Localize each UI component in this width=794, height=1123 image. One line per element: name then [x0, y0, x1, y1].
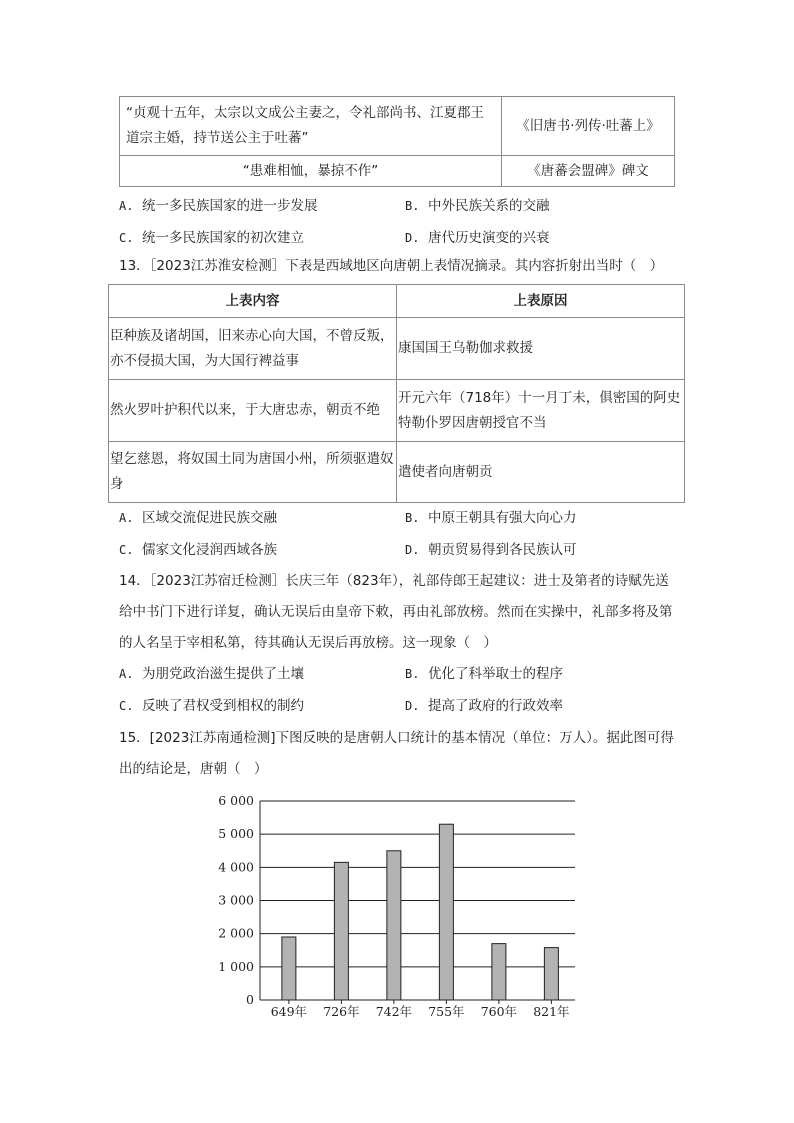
x-tick-label: 821年 [533, 1004, 570, 1019]
q14-option-c [119, 697, 304, 715]
option-letter: A. [119, 667, 134, 681]
option-text: 反映了君权受到相权的制约 [142, 698, 305, 714]
option-letter: D. [405, 231, 420, 245]
q13-option-a [119, 509, 277, 527]
y-tick-label: 2 000 [218, 925, 254, 941]
y-tick-label: 0 [246, 992, 254, 1007]
option-letter: B. [405, 511, 420, 525]
q12-row2-text: “患难相恤，暴掠不作” [120, 156, 502, 187]
option-letter: B. [405, 199, 420, 213]
x-tick-label: 649年 [270, 1004, 308, 1019]
table-row [109, 442, 685, 503]
option-letter: A. [119, 199, 134, 213]
option-text: 中外民族关系的交融 [428, 198, 550, 214]
bar [492, 944, 506, 1000]
option-text: 为朋党政治滋生提供了土壤 [142, 666, 305, 682]
y-tick-label: 6 000 [218, 793, 254, 808]
x-tick-label: 760年 [480, 1004, 518, 1019]
q12-option-b [405, 197, 550, 215]
option-text: 中原王朝具有强大向心力 [428, 510, 577, 526]
bar [334, 862, 348, 1000]
table-row [120, 97, 675, 156]
q13-header-content: 上表内容 [109, 285, 397, 318]
q13-stem: 13．［2023江苏淮安检测］下表是西域地区向唐朝上表情况摘录。其内容折射出当时（ ） [119, 258, 664, 274]
option-letter: B. [405, 667, 420, 681]
option-text: 提高了政府的行政效率 [428, 698, 564, 714]
q13-cell: 遣使者向唐朝贡 [397, 442, 685, 503]
q13-cell: 臣种族及诸胡国，旧来赤心向大国，不曾反叛，亦不侵损大国，为大国行裨益事 [109, 318, 397, 380]
q12-option-d [405, 229, 550, 247]
q12-option-c [119, 229, 304, 247]
option-text: 优化了科举取士的程序 [428, 666, 564, 682]
q12-row2-source: 《唐蕃会盟碑》碑文 [502, 156, 675, 187]
q12-row1-text: “贞观十五年，太宗以文成公主妻之，令礼部尚书、江夏郡王道宗主婚，持节送公主于吐蕃” [120, 97, 502, 156]
y-tick-label: 1 000 [218, 958, 254, 974]
x-tick-label: 726年 [323, 1004, 360, 1019]
option-letter: D. [405, 543, 420, 557]
option-letter: C. [119, 543, 134, 557]
q12-source-table [119, 96, 675, 187]
bar [282, 937, 296, 1000]
q13-table [108, 284, 685, 503]
y-tick-label: 5 000 [218, 826, 254, 842]
option-letter: C. [119, 231, 134, 245]
q13-cell: 开元六年（718年）十一月丁未，俱密国的阿史特勒仆罗因唐朝授官不当 [397, 380, 685, 442]
q13-cell: 康国国王乌勒伽求救援 [397, 318, 685, 380]
x-tick-label: 755年 [428, 1004, 465, 1019]
table-row [109, 380, 685, 442]
q12-row1-source: 《旧唐书·列传·吐蕃上》 [502, 97, 675, 156]
bar [544, 948, 558, 1000]
option-text: 儒家文化浸润西域各族 [142, 542, 278, 558]
q13-option-b [405, 509, 577, 527]
q13-cell: 望乞慈恩，将奴国土同为唐国小州，所须驱遣奴身 [109, 442, 397, 503]
table-row [109, 318, 685, 380]
table-row [120, 156, 675, 187]
q14-stem: 14．［2023江苏宿迁检测］长庆三年（823年），礼部侍郎王起建议：进士及第者的诗赋先送给中书门下进行详复，确认无误后由皇帝下敕，再由礼部放榜。然而在实操中，礼部多将及第的人名呈于宰相私第，待其确认无误后再放榜。这一现象（ ） [119, 573, 673, 651]
q14-option-a [119, 665, 304, 683]
option-text: 统一多民族国家的初次建立 [142, 230, 305, 246]
option-text: 区域交流促进民族交融 [142, 510, 278, 526]
population-bar-chart [205, 785, 590, 1025]
option-letter: A. [119, 511, 134, 525]
q13-header-reason: 上表原因 [397, 285, 685, 318]
option-letter: D. [405, 699, 420, 713]
table-header-row [109, 285, 685, 318]
q14-option-d [405, 697, 563, 715]
bar [387, 851, 401, 1000]
option-text: 统一多民族国家的进一步发展 [142, 198, 318, 214]
option-text: 唐代历史演变的兴衰 [428, 230, 550, 246]
bar [439, 824, 453, 1000]
q14-option-b [405, 665, 563, 683]
y-tick-label: 3 000 [218, 892, 254, 908]
x-tick-label: 742年 [375, 1004, 413, 1019]
q13-cell: 然火罗叶护积代以来，于大唐忠赤，朝贡不绝 [109, 380, 397, 442]
q13-option-c [119, 541, 277, 559]
q13-option-d [405, 541, 577, 559]
q15-stem: 15．[2023江苏南通检测]下图反映的是唐朝人口统计的基本情况（单位：万人）。据此图可得出的结论是，唐朝（ ） [119, 730, 674, 777]
y-tick-label: 4 000 [218, 859, 254, 875]
q12-option-a [119, 197, 318, 215]
option-letter: C. [119, 699, 134, 713]
option-text: 朝贡贸易得到各民族认可 [428, 542, 577, 558]
